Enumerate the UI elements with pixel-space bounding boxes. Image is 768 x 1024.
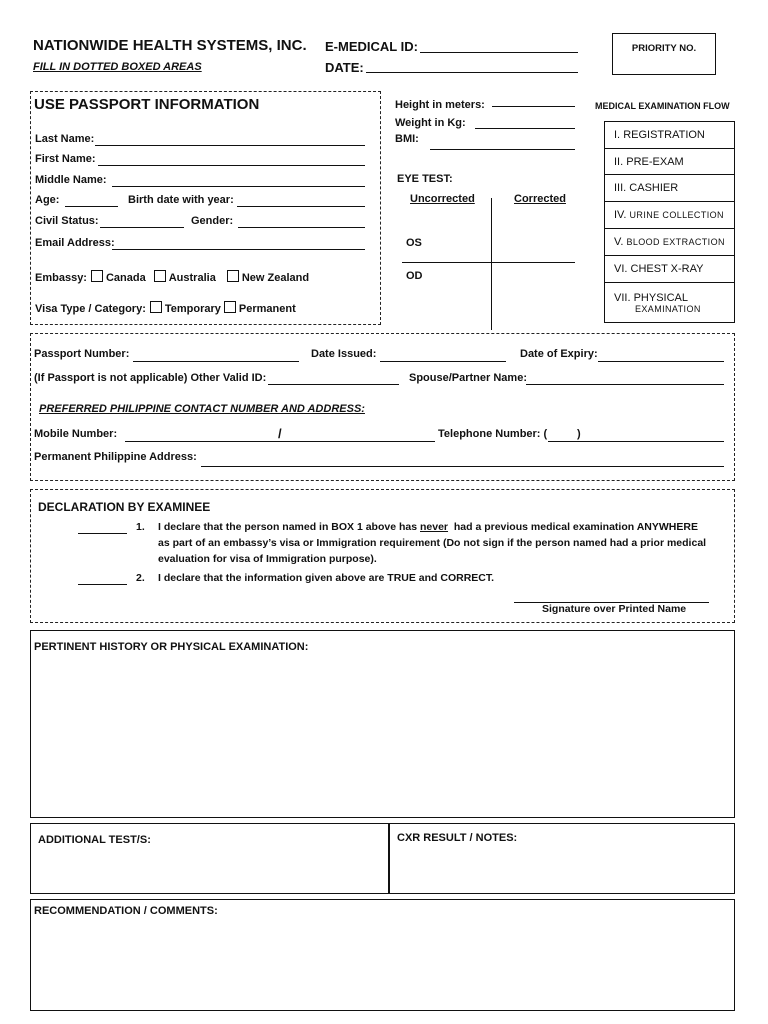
- flow-step-urine: IV. URINE COLLECTION: [604, 201, 735, 229]
- passport-number-label: Passport Number:: [34, 348, 130, 360]
- visa-row: [35, 301, 296, 315]
- os-label: OS: [406, 237, 422, 249]
- last-name-label: Last Name:: [35, 133, 95, 145]
- gender-label: Gender:: [191, 215, 234, 227]
- declaration-title: DECLARATION BY EXAMINEE: [38, 500, 211, 514]
- email-field[interactable]: [112, 249, 365, 250]
- fill-instruction: FILL IN DOTTED BOXED AREAS: [33, 61, 202, 73]
- declaration-2-initial[interactable]: [78, 584, 127, 585]
- eye-test-label: EYE TEST:: [397, 173, 453, 185]
- age-field[interactable]: [65, 206, 118, 207]
- company-name: NATIONWIDE HEALTH SYSTEMS, INC.: [33, 37, 307, 54]
- flow-step-physical: VII. PHYSICAL EXAMINATION: [604, 282, 735, 323]
- middle-name-label: Middle Name:: [35, 174, 107, 186]
- middle-name-field[interactable]: [112, 186, 365, 187]
- last-name-field[interactable]: [95, 145, 365, 146]
- bmi-label: BMI:: [395, 133, 419, 145]
- gender-field[interactable]: [238, 227, 365, 228]
- permanent-label: Permanent: [238, 303, 296, 315]
- date-expiry-label: Date of Expiry:: [520, 348, 598, 360]
- spouse-field[interactable]: [526, 384, 724, 385]
- date-issued-label: Date Issued:: [311, 348, 377, 360]
- priority-label: PRIORITY NO.: [631, 43, 697, 54]
- permanent-checkbox[interactable]: [224, 301, 236, 313]
- od-label: OD: [406, 270, 423, 282]
- date-issued-field[interactable]: [380, 361, 506, 362]
- date-label: DATE:: [325, 60, 364, 75]
- other-id-field[interactable]: [268, 384, 399, 385]
- civil-status-field[interactable]: [100, 227, 184, 228]
- address-field[interactable]: [201, 466, 724, 467]
- flow-step-registration: I. REGISTRATION: [604, 121, 735, 149]
- priority-box[interactable]: [612, 33, 716, 75]
- email-label: Email Address:: [35, 237, 115, 249]
- new-zealand-label: New Zealand: [241, 272, 310, 284]
- other-id-label: (If Passport is not applicable) Other Valid ID:: [34, 372, 267, 384]
- new-zealand-checkbox[interactable]: [227, 270, 239, 282]
- mobile-label: Mobile Number:: [34, 428, 118, 440]
- flow-step-blood: V. BLOOD EXTRACTION: [604, 228, 735, 256]
- signature-label: Signature over Printed Name: [542, 603, 687, 615]
- declaration-1-line3: evaluation for visa of Immigration purpose).: [158, 553, 377, 565]
- history-box[interactable]: [30, 630, 735, 818]
- bmi-field[interactable]: [430, 149, 575, 150]
- emedical-id-field[interactable]: [420, 52, 578, 53]
- tests-divider: [388, 824, 390, 893]
- declaration-1-initial[interactable]: [78, 533, 127, 534]
- embassy-row: [35, 270, 309, 284]
- flow-step-cashier: III. CASHIER: [604, 174, 735, 202]
- temporary-checkbox[interactable]: [150, 301, 162, 313]
- contact-heading: PREFERRED PHILIPPINE CONTACT NUMBER AND ADDRESS:: [39, 403, 365, 415]
- address-label: Permanent Philippine Address:: [34, 451, 197, 463]
- mobile-field[interactable]: [125, 441, 435, 442]
- declaration-1-text: I declare that the person named in BOX 1 above has never had a previous medical examination ANYWHERE: [158, 521, 698, 533]
- canada-label: Canada: [105, 272, 146, 284]
- declaration-1-line2: as part of an embassy’s visa or Immigration requirement (Do not sign if the person named had a prior medical: [158, 537, 707, 549]
- passport-box-title: USE PASSPORT INFORMATION: [34, 96, 260, 113]
- birth-date-label: Birth date with year:: [128, 194, 234, 206]
- emedical-id-label: E-MEDICAL ID:: [325, 39, 418, 54]
- uncorrected-label: Uncorrected: [410, 193, 475, 205]
- australia-checkbox[interactable]: [154, 270, 166, 282]
- canada-checkbox[interactable]: [91, 270, 103, 282]
- flow-step-xray: VI. CHEST X-RAY: [604, 255, 735, 283]
- eye-test-divider: [491, 198, 492, 330]
- first-name-field[interactable]: [98, 165, 365, 166]
- declaration-1-num: 1.: [136, 521, 145, 533]
- telephone-label: Telephone Number: (: [438, 428, 548, 440]
- recommendation-label: RECOMMENDATION / COMMENTS:: [34, 905, 218, 917]
- birth-date-field[interactable]: [237, 206, 365, 207]
- weight-label: Weight in Kg:: [395, 117, 466, 129]
- mobile-slash: /: [278, 426, 282, 441]
- weight-field[interactable]: [475, 128, 575, 129]
- declaration-2-num: 2.: [136, 572, 145, 584]
- date-field[interactable]: [366, 72, 578, 73]
- corrected-label: Corrected: [514, 193, 566, 205]
- telephone-field[interactable]: [548, 441, 724, 442]
- cxr-label: CXR RESULT / NOTES:: [397, 832, 518, 844]
- passport-number-field[interactable]: [133, 361, 299, 362]
- additional-tests-label: ADDITIONAL TEST/S:: [38, 834, 151, 846]
- tests-box: [30, 823, 735, 894]
- visa-type-label: Visa Type / Category:: [35, 303, 146, 315]
- history-label: PERTINENT HISTORY OR PHYSICAL EXAMINATION:: [34, 641, 309, 653]
- passport-info-box: [30, 91, 381, 325]
- first-name-label: First Name:: [35, 153, 96, 165]
- declaration-2-text: I declare that the information given above are TRUE and CORRECT.: [158, 572, 495, 584]
- telephone-close: ): [577, 428, 581, 440]
- date-expiry-field[interactable]: [598, 361, 724, 362]
- spouse-label: Spouse/Partner Name:: [409, 372, 527, 384]
- flow-step-pre-exam: II. PRE-EXAM: [604, 148, 735, 175]
- height-label: Height in meters:: [395, 99, 485, 111]
- australia-label: Australia: [168, 272, 216, 284]
- height-field[interactable]: [492, 106, 575, 107]
- flow-title: MEDICAL EXAMINATION FLOW: [595, 101, 730, 111]
- temporary-label: Temporary: [164, 303, 221, 315]
- civil-status-label: Civil Status:: [35, 215, 99, 227]
- eye-test-row-line: [402, 262, 575, 263]
- recommendation-box[interactable]: [30, 899, 735, 1011]
- embassy-label: Embassy:: [35, 272, 87, 284]
- age-label: Age:: [35, 194, 60, 206]
